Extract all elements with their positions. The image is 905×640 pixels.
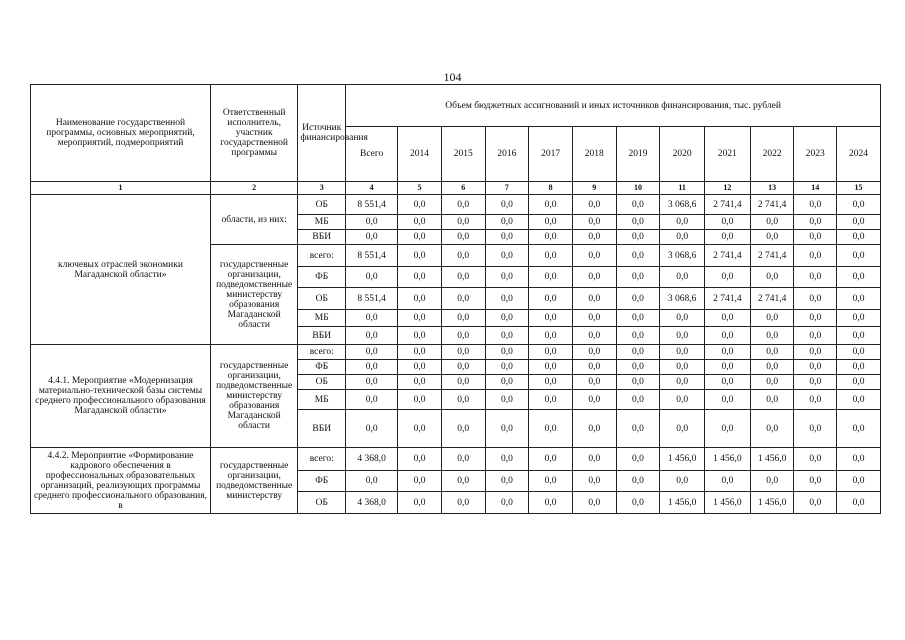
year-value: 0,0 <box>660 360 705 375</box>
year-value: 0,0 <box>572 345 616 360</box>
year-value: 0,0 <box>529 327 573 345</box>
funding-source: ФБ <box>298 471 346 492</box>
funding-source: ОБ <box>298 375 346 390</box>
year-value: 0,0 <box>441 267 485 288</box>
column-number: 4 <box>346 182 398 195</box>
funding-source: всего: <box>298 448 346 471</box>
year-value: 0,0 <box>660 410 705 448</box>
table-row <box>31 195 881 215</box>
year-value: 3 068,6 <box>660 195 705 215</box>
year-value: 0,0 <box>750 327 794 345</box>
funding-source: ФБ <box>298 360 346 375</box>
year-value: 0,0 <box>529 288 573 310</box>
year-value: 0,0 <box>572 288 616 310</box>
funding-source: всего: <box>298 345 346 360</box>
year-value: 0,0 <box>529 267 573 288</box>
year-value: 0,0 <box>616 345 660 360</box>
year-value: 3 068,6 <box>660 288 705 310</box>
total-value: 8 551,4 <box>346 288 398 310</box>
column-number: 6 <box>441 182 485 195</box>
year-value: 0,0 <box>616 230 660 245</box>
year-value: 0,0 <box>398 230 442 245</box>
column-number: 2 <box>210 182 297 195</box>
program-name: ключевых отраслей экономики Магаданской области» <box>31 195 211 345</box>
year-value: 0,0 <box>529 230 573 245</box>
year-value: 0,0 <box>705 267 751 288</box>
total-value: 0,0 <box>346 360 398 375</box>
year-value: 0,0 <box>398 471 442 492</box>
year-value: 1 456,0 <box>660 448 705 471</box>
year-value: 2 741,4 <box>705 245 751 267</box>
header-total: Всего <box>346 127 398 182</box>
year-value: 1 456,0 <box>660 492 705 514</box>
year-value: 0,0 <box>705 410 751 448</box>
year-value: 0,0 <box>794 471 837 492</box>
year-value: 0,0 <box>794 410 837 448</box>
year-value: 0,0 <box>529 375 573 390</box>
year-value: 0,0 <box>441 390 485 410</box>
year-value: 0,0 <box>750 267 794 288</box>
column-number: 9 <box>572 182 616 195</box>
year-value: 0,0 <box>794 390 837 410</box>
year-value: 0,0 <box>398 492 442 514</box>
executor: государственные организации, подведомственные министерству <box>210 448 297 514</box>
year-value: 0,0 <box>441 288 485 310</box>
total-value: 0,0 <box>346 345 398 360</box>
funding-source: ВБИ <box>298 230 346 245</box>
year-value: 0,0 <box>705 375 751 390</box>
year-value: 0,0 <box>398 245 442 267</box>
year-value: 0,0 <box>572 327 616 345</box>
year-value: 0,0 <box>794 245 837 267</box>
funding-source: МБ <box>298 215 346 230</box>
total-value: 8 551,4 <box>346 245 398 267</box>
year-value: 0,0 <box>485 267 529 288</box>
year-value: 0,0 <box>660 375 705 390</box>
year-value: 0,0 <box>794 215 837 230</box>
total-value: 0,0 <box>346 310 398 327</box>
year-value: 0,0 <box>529 360 573 375</box>
header-year: 2018 <box>572 127 616 182</box>
funding-source: ВБИ <box>298 410 346 448</box>
year-value: 0,0 <box>794 360 837 375</box>
header-year: 2023 <box>794 127 837 182</box>
column-number: 15 <box>837 182 881 195</box>
executor: государственные организации, подведомственные министерству образования Магаданской области <box>210 245 297 345</box>
header-year: 2021 <box>705 127 751 182</box>
header-year: 2015 <box>441 127 485 182</box>
year-value: 0,0 <box>441 345 485 360</box>
year-value: 3 068,6 <box>660 245 705 267</box>
year-value: 0,0 <box>837 267 881 288</box>
year-value: 0,0 <box>529 195 573 215</box>
year-value: 0,0 <box>660 215 705 230</box>
year-value: 0,0 <box>441 245 485 267</box>
page-number: 104 <box>443 70 462 84</box>
total-value: 0,0 <box>346 327 398 345</box>
year-value: 0,0 <box>485 327 529 345</box>
year-value: 2 741,4 <box>750 288 794 310</box>
column-number: 11 <box>660 182 705 195</box>
year-value: 0,0 <box>705 471 751 492</box>
program-name: 4.4.2. Мероприятие «Формирование кадрового обеспечения в профессиональных образовательных организаций, реализующих программы среднего профессионального образования, в <box>31 448 211 514</box>
year-value: 0,0 <box>616 448 660 471</box>
year-value: 0,0 <box>441 195 485 215</box>
executor: государственные организации, подведомственные министерству образования Магаданской области <box>210 345 297 448</box>
year-value: 0,0 <box>441 310 485 327</box>
year-value: 0,0 <box>398 195 442 215</box>
year-value: 0,0 <box>660 267 705 288</box>
year-value: 0,0 <box>441 492 485 514</box>
year-value: 0,0 <box>794 195 837 215</box>
year-value: 0,0 <box>750 410 794 448</box>
year-value: 0,0 <box>660 230 705 245</box>
year-value: 0,0 <box>616 215 660 230</box>
year-value: 0,0 <box>750 360 794 375</box>
year-value: 0,0 <box>441 471 485 492</box>
year-value: 0,0 <box>750 230 794 245</box>
column-number: 8 <box>529 182 573 195</box>
year-value: 0,0 <box>485 360 529 375</box>
year-value: 0,0 <box>837 195 881 215</box>
total-value: 4 368,0 <box>346 448 398 471</box>
funding-source: ОБ <box>298 288 346 310</box>
year-value: 0,0 <box>441 410 485 448</box>
total-value: 0,0 <box>346 410 398 448</box>
year-value: 0,0 <box>398 448 442 471</box>
year-value: 2 741,4 <box>705 195 751 215</box>
year-value: 0,0 <box>837 310 881 327</box>
year-value: 0,0 <box>441 215 485 230</box>
year-value: 0,0 <box>441 448 485 471</box>
budget-table <box>30 84 881 514</box>
column-number: 12 <box>705 182 751 195</box>
year-value: 0,0 <box>529 310 573 327</box>
year-value: 0,0 <box>398 390 442 410</box>
year-value: 0,0 <box>398 345 442 360</box>
funding-source: МБ <box>298 390 346 410</box>
year-value: 0,0 <box>837 327 881 345</box>
header-executor: Ответственный исполнитель, участник государственной программы <box>210 85 297 182</box>
header-source: Источник финансирования <box>298 85 346 182</box>
column-number: 7 <box>485 182 529 195</box>
year-value: 0,0 <box>837 492 881 514</box>
year-value: 0,0 <box>398 360 442 375</box>
year-value: 0,0 <box>529 245 573 267</box>
year-value: 0,0 <box>750 375 794 390</box>
year-value: 0,0 <box>485 215 529 230</box>
year-value: 0,0 <box>660 327 705 345</box>
year-value: 0,0 <box>441 360 485 375</box>
total-value: 0,0 <box>346 390 398 410</box>
year-value: 0,0 <box>485 471 529 492</box>
year-value: 0,0 <box>794 448 837 471</box>
year-value: 0,0 <box>485 492 529 514</box>
year-value: 0,0 <box>616 375 660 390</box>
header-year: 2020 <box>660 127 705 182</box>
year-value: 0,0 <box>572 360 616 375</box>
year-value: 0,0 <box>485 230 529 245</box>
total-value: 4 368,0 <box>346 492 398 514</box>
year-value: 0,0 <box>572 230 616 245</box>
year-value: 0,0 <box>572 245 616 267</box>
year-value: 0,0 <box>794 267 837 288</box>
year-value: 0,0 <box>572 195 616 215</box>
header-year: 2014 <box>398 127 442 182</box>
total-value: 0,0 <box>346 375 398 390</box>
year-value: 0,0 <box>398 310 442 327</box>
column-number: 13 <box>750 182 794 195</box>
table-row <box>31 345 881 360</box>
year-value: 2 741,4 <box>750 245 794 267</box>
year-value: 0,0 <box>529 390 573 410</box>
year-value: 0,0 <box>794 230 837 245</box>
year-value: 2 741,4 <box>750 195 794 215</box>
year-value: 0,0 <box>616 360 660 375</box>
year-value: 1 456,0 <box>750 492 794 514</box>
year-value: 0,0 <box>398 327 442 345</box>
year-value: 0,0 <box>485 375 529 390</box>
year-value: 0,0 <box>398 267 442 288</box>
year-value: 0,0 <box>837 360 881 375</box>
header-year: 2017 <box>529 127 573 182</box>
total-value: 0,0 <box>346 267 398 288</box>
table-row <box>31 448 881 471</box>
funding-source: ОБ <box>298 492 346 514</box>
header-name: Наименование государственной программы, основных мероприятий, мероприятий, подмероприятий <box>31 85 211 182</box>
year-value: 0,0 <box>616 267 660 288</box>
year-value: 0,0 <box>616 245 660 267</box>
year-value: 0,0 <box>485 410 529 448</box>
year-value: 0,0 <box>660 345 705 360</box>
year-value: 0,0 <box>705 215 751 230</box>
year-value: 0,0 <box>794 345 837 360</box>
column-number: 14 <box>794 182 837 195</box>
year-value: 0,0 <box>572 375 616 390</box>
funding-source: всего: <box>298 245 346 267</box>
year-value: 0,0 <box>705 310 751 327</box>
year-value: 0,0 <box>837 288 881 310</box>
total-value: 8 551,4 <box>346 195 398 215</box>
year-value: 0,0 <box>750 215 794 230</box>
year-value: 0,0 <box>837 230 881 245</box>
year-value: 0,0 <box>529 492 573 514</box>
year-value: 0,0 <box>485 448 529 471</box>
total-value: 0,0 <box>346 230 398 245</box>
year-value: 0,0 <box>485 390 529 410</box>
year-value: 0,0 <box>441 327 485 345</box>
year-value: 0,0 <box>794 288 837 310</box>
year-value: 0,0 <box>705 327 751 345</box>
executor: области, из них: <box>210 195 297 245</box>
year-value: 0,0 <box>660 310 705 327</box>
year-value: 0,0 <box>750 390 794 410</box>
year-value: 0,0 <box>572 448 616 471</box>
year-value: 0,0 <box>572 215 616 230</box>
year-value: 0,0 <box>750 471 794 492</box>
year-value: 0,0 <box>837 410 881 448</box>
column-number: 3 <box>298 182 346 195</box>
year-value: 0,0 <box>616 288 660 310</box>
year-value: 0,0 <box>616 471 660 492</box>
header-funding: Объем бюджетных ассигнований и иных источников финансирования, тыс. рублей <box>346 85 881 127</box>
year-value: 0,0 <box>794 327 837 345</box>
year-value: 0,0 <box>660 471 705 492</box>
header-year: 2024 <box>837 127 881 182</box>
year-value: 0,0 <box>485 345 529 360</box>
year-value: 0,0 <box>485 310 529 327</box>
year-value: 0,0 <box>705 360 751 375</box>
year-value: 0,0 <box>837 345 881 360</box>
year-value: 0,0 <box>616 195 660 215</box>
header-year: 2022 <box>750 127 794 182</box>
header-year: 2016 <box>485 127 529 182</box>
year-value: 0,0 <box>398 375 442 390</box>
funding-source: МБ <box>298 310 346 327</box>
year-value: 0,0 <box>837 471 881 492</box>
year-value: 0,0 <box>837 375 881 390</box>
year-value: 1 456,0 <box>705 492 751 514</box>
year-value: 0,0 <box>572 310 616 327</box>
year-value: 0,0 <box>705 345 751 360</box>
year-value: 0,0 <box>660 390 705 410</box>
year-value: 0,0 <box>837 448 881 471</box>
year-value: 1 456,0 <box>705 448 751 471</box>
year-value: 0,0 <box>837 245 881 267</box>
year-value: 1 456,0 <box>750 448 794 471</box>
year-value: 0,0 <box>398 410 442 448</box>
year-value: 0,0 <box>572 410 616 448</box>
year-value: 0,0 <box>750 345 794 360</box>
year-value: 0,0 <box>529 410 573 448</box>
year-value: 0,0 <box>529 471 573 492</box>
total-value: 0,0 <box>346 471 398 492</box>
year-value: 0,0 <box>529 215 573 230</box>
year-value: 0,0 <box>485 195 529 215</box>
funding-source: ОБ <box>298 195 346 215</box>
year-value: 0,0 <box>398 215 442 230</box>
year-value: 0,0 <box>794 310 837 327</box>
year-value: 0,0 <box>572 390 616 410</box>
year-value: 0,0 <box>398 288 442 310</box>
program-name: 4.4.1. Мероприятие «Модернизация материально-технической базы системы среднего профессионального образования Магаданской области» <box>31 345 211 448</box>
header-year: 2019 <box>616 127 660 182</box>
year-value: 0,0 <box>837 390 881 410</box>
column-number: 10 <box>616 182 660 195</box>
year-value: 0,0 <box>616 390 660 410</box>
year-value: 0,0 <box>572 267 616 288</box>
year-value: 0,0 <box>616 410 660 448</box>
year-value: 0,0 <box>705 230 751 245</box>
year-value: 0,0 <box>572 471 616 492</box>
column-number: 5 <box>398 182 442 195</box>
year-value: 0,0 <box>616 310 660 327</box>
year-value: 0,0 <box>485 288 529 310</box>
year-value: 0,0 <box>616 327 660 345</box>
year-value: 0,0 <box>441 375 485 390</box>
year-value: 2 741,4 <box>705 288 751 310</box>
year-value: 0,0 <box>837 215 881 230</box>
year-value: 0,0 <box>616 492 660 514</box>
year-value: 0,0 <box>441 230 485 245</box>
year-value: 0,0 <box>794 375 837 390</box>
year-value: 0,0 <box>750 310 794 327</box>
column-number: 1 <box>31 182 211 195</box>
total-value: 0,0 <box>346 215 398 230</box>
funding-source: ФБ <box>298 267 346 288</box>
year-value: 0,0 <box>529 448 573 471</box>
year-value: 0,0 <box>705 390 751 410</box>
funding-source: ВБИ <box>298 327 346 345</box>
year-value: 0,0 <box>572 492 616 514</box>
year-value: 0,0 <box>529 345 573 360</box>
year-value: 0,0 <box>485 245 529 267</box>
year-value: 0,0 <box>794 492 837 514</box>
